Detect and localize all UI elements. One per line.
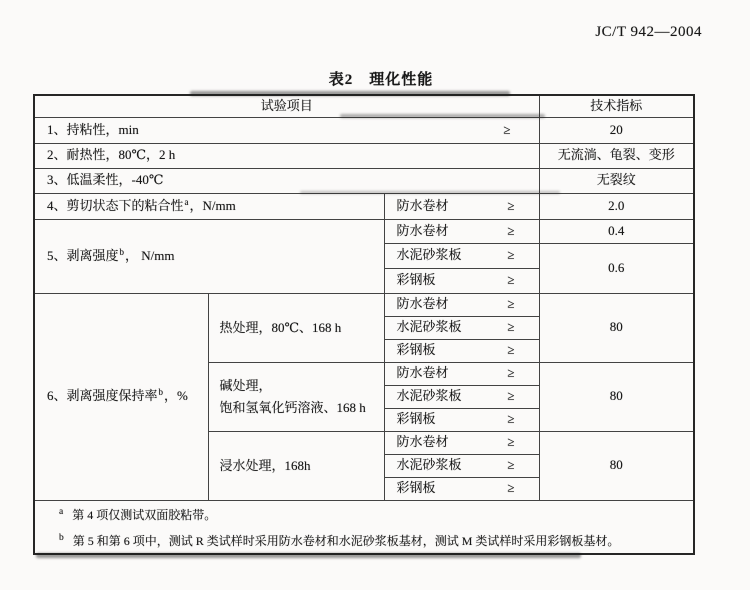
item-4-unit: ，N/mm	[189, 197, 236, 213]
substrate-cell	[384, 362, 539, 385]
item-2-value: 无流淌、龟裂、变形	[539, 143, 694, 168]
substrate-label: 防水卷材	[396, 365, 449, 381]
gte-symbol: ≥	[507, 342, 515, 358]
item-6-unit: ，%	[164, 388, 188, 404]
properties-table	[33, 94, 695, 555]
substrate-cell	[384, 339, 539, 362]
substrate-label: 防水卷材	[396, 197, 449, 213]
footnotes-cell	[34, 500, 694, 554]
header-tech-spec: 技术指标	[539, 95, 694, 117]
footnote-ref-a: a	[184, 196, 189, 207]
footnote-a	[35, 501, 693, 527]
substrate-cell	[384, 385, 539, 408]
substrate-label: 水泥砂浆板	[396, 247, 462, 263]
item-3-label: 3、低温柔性，-40℃	[47, 172, 164, 188]
item-2-cell	[34, 143, 539, 168]
scan-artifact	[300, 191, 560, 194]
scan-artifact	[190, 91, 510, 96]
group-3-value: 80	[539, 431, 694, 500]
treatment-label: 热处理，80℃、168 h	[219, 319, 342, 335]
treatment-label-line2: 饱和氢氧化钙溶液、168 h	[219, 399, 366, 415]
footnote-a-mark: a	[59, 506, 64, 517]
substrate-cell	[384, 431, 539, 454]
item-6-cell	[34, 293, 208, 500]
gte-symbol: ≥	[507, 457, 515, 473]
footnote-b-mark: b	[59, 532, 64, 543]
gte-symbol: ≥	[507, 365, 515, 381]
gte-symbol: ≥	[507, 247, 515, 263]
table-row	[34, 219, 694, 243]
item-4-label: 4、剪切状态下的粘合性	[47, 197, 184, 213]
footnote-b	[35, 527, 693, 553]
gte-symbol: ≥	[503, 121, 511, 137]
treatment-label-line1: 碱处理，	[219, 377, 272, 393]
table-row	[34, 193, 694, 219]
treatment-alkali-cell	[208, 362, 384, 431]
treatment-water-cell	[208, 431, 384, 500]
item-3-cell	[34, 168, 539, 193]
scan-artifact	[36, 553, 581, 558]
substrate-label: 彩钢板	[396, 411, 436, 427]
scan-artifact	[340, 114, 545, 118]
gte-symbol: ≥	[507, 272, 515, 288]
gte-symbol: ≥	[507, 197, 515, 213]
substrate-label: 防水卷材	[396, 434, 449, 450]
table-caption: 表2 理化性能	[328, 72, 434, 88]
footnote-b-text: 第 5 和第 6 项中，测试 R 类试样时采用防水卷材和水泥砂浆板基材，测试 M 类试样时采用彩钢板基材。	[72, 533, 620, 548]
substrate-label: 防水卷材	[396, 222, 449, 238]
item-4-substrate-cell	[384, 193, 539, 219]
item-4-value: 2.0	[539, 193, 694, 219]
group-1-value: 80	[539, 293, 694, 362]
substrate-label: 水泥砂浆板	[396, 319, 462, 335]
item-5-unit: ， N/mm	[125, 247, 175, 263]
treatment-label: 浸水处理，168h	[219, 457, 311, 473]
table-row	[34, 293, 694, 316]
item-2-label: 2、耐热性，80℃，2 h	[47, 147, 176, 163]
substrate-cell	[384, 293, 539, 316]
footnote-a-text: 第 4 项仅测试双面胶粘带。	[72, 507, 217, 522]
item-1-cell	[34, 117, 539, 143]
gte-symbol: ≥	[507, 222, 515, 238]
table-row	[34, 168, 694, 193]
group-2-value: 80	[539, 362, 694, 431]
item-5-value-1: 0.4	[539, 219, 694, 243]
item-5-substrate-cell	[384, 268, 539, 293]
item-5-cell	[34, 219, 384, 293]
substrate-label: 水泥砂浆板	[396, 457, 462, 473]
item-5-label: 5、剥离强度	[47, 247, 119, 263]
substrate-label: 防水卷材	[396, 296, 449, 312]
table-row	[34, 117, 694, 143]
gte-symbol: ≥	[507, 411, 515, 427]
item-5-substrate-cell	[384, 219, 539, 243]
item-4-cell	[34, 193, 384, 219]
table-row	[34, 143, 694, 168]
item-5-substrate-cell	[384, 243, 539, 268]
substrate-cell	[384, 477, 539, 500]
substrate-label: 彩钢板	[396, 480, 436, 496]
treatment-heat-cell	[208, 293, 384, 362]
substrate-label: 彩钢板	[396, 342, 436, 358]
footnote-ref-b: b	[158, 387, 164, 398]
footnote-ref-b: b	[119, 246, 125, 257]
item-1-value: 20	[539, 117, 694, 143]
item-3-value: 无裂纹	[539, 168, 694, 193]
substrate-cell	[384, 454, 539, 477]
gte-symbol: ≥	[507, 480, 515, 496]
gte-symbol: ≥	[507, 296, 515, 312]
substrate-cell	[384, 408, 539, 431]
standard-number: JC/T 942—2004	[595, 24, 702, 40]
gte-symbol: ≥	[507, 434, 515, 450]
gte-symbol: ≥	[507, 319, 515, 335]
item-1-label: 1、持粘性，min	[47, 121, 139, 137]
substrate-label: 彩钢板	[396, 272, 436, 288]
gte-symbol: ≥	[507, 388, 515, 404]
header-test-items: 试验项目	[34, 95, 539, 117]
footnote-row	[34, 500, 694, 554]
substrate-label: 水泥砂浆板	[396, 388, 462, 404]
item-6-label: 6、剥离强度保持率	[47, 388, 158, 404]
substrate-cell	[384, 316, 539, 339]
item-5-value-2: 0.6	[539, 243, 694, 293]
